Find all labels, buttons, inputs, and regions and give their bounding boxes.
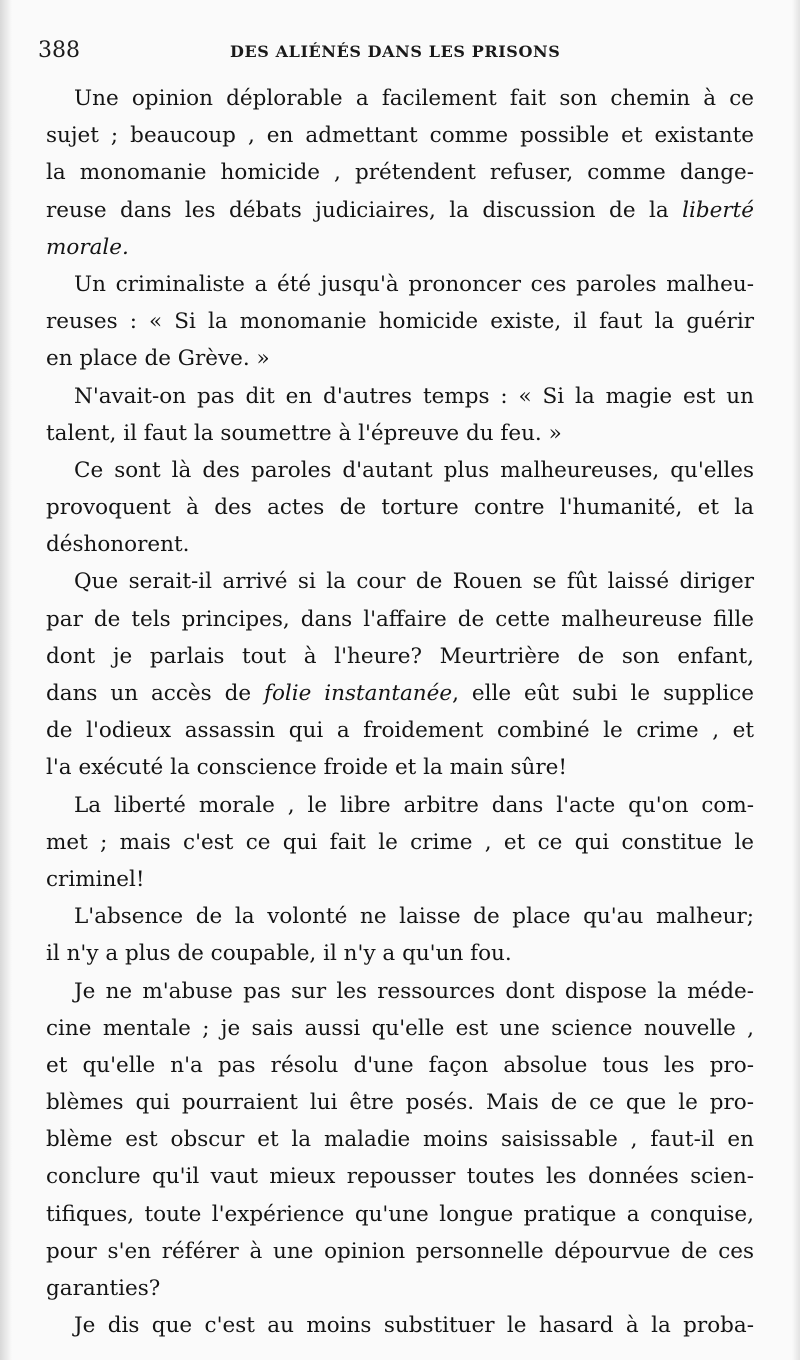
text-line: Que serait-il arrivé si la cour de Rouen se fût laissé diriger xyxy=(74,569,754,595)
text-fragment: reuse dans les débats judiciaires, la discussion de la xyxy=(46,197,669,223)
scan-edge-left xyxy=(0,0,12,1360)
text-line: Un criminaliste a été jusqu'à prononcer ces paroles malheu- xyxy=(74,271,754,297)
body-text xyxy=(46,80,754,1344)
text-line-with-italic xyxy=(46,675,754,712)
paragraph-3 xyxy=(46,378,754,452)
text-line: blèmes qui pourraient lui être posés. Mais de ce que le pro- xyxy=(46,1090,754,1116)
page-header xyxy=(38,34,758,66)
text-line: provoquent à des actes de torture contre l'humanité, et la xyxy=(46,495,754,521)
paragraph-4 xyxy=(46,452,754,564)
text-line: conclure qu'il vaut mieux repousser toutes les données scien- xyxy=(46,1164,754,1190)
text-line: Ce sont là des paroles d'autant plus malheureuses, qu'elles xyxy=(74,457,754,483)
text-line: blème est obscur et la maladie moins saisissable , faut-il en xyxy=(46,1127,754,1153)
text-line: criminel! xyxy=(46,866,145,892)
text-line: pour s'en référer à une opinion personnelle dépourvue de ces xyxy=(46,1238,754,1264)
text-line: Je ne m'abuse pas sur les ressources dont dispose la méde- xyxy=(74,978,754,1004)
text-line: déshonorent. xyxy=(46,532,190,558)
text-line: cine mentale ; je sais aussi qu'elle est une science nouvelle , xyxy=(46,1015,754,1041)
running-title: DES ALIÉNÉS DANS LES PRISONS xyxy=(230,42,561,61)
text-line: de l'odieux assassin qui a froidement combiné le crime , et xyxy=(46,718,754,744)
text-line: Je dis que c'est au moins substituer le hasard à la proba- xyxy=(74,1313,754,1339)
text-line: L'absence de la volonté ne laisse de place qu'au malheur; xyxy=(74,904,754,930)
paragraph-1 xyxy=(46,80,754,266)
text-line: met ; mais c'est ce qui fait le crime , et ce qui constitue le xyxy=(46,829,754,855)
text-line: tifiques, toute l'expérience qu'une longue pratique a conquise, xyxy=(46,1201,754,1227)
text-line: La liberté morale , le libre arbitre dans l'acte qu'on com- xyxy=(74,792,754,818)
page-number: 388 xyxy=(38,38,80,63)
text-fragment: dans un accès de xyxy=(46,681,252,706)
italic-phrase: liberté xyxy=(682,197,754,223)
text-line xyxy=(46,229,754,266)
text-line: la monomanie homicide , prétendent refuser, comme dange- xyxy=(46,160,754,186)
scan-edge-right xyxy=(792,0,800,1360)
text-line: dont je parlais tout à l'heure? Meurtrière de son enfant, xyxy=(46,643,754,669)
text-line: N'avait-on pas dit en d'autres temps : « Si la magie est un xyxy=(74,383,754,409)
text-line: talent, il faut la soumettre à l'épreuve du feu. » xyxy=(46,420,562,446)
text-line: en place de Grève. » xyxy=(46,346,270,372)
text-line-with-italic xyxy=(46,192,754,229)
text-line: il n'y a plus de coupable, il n'y a qu'un fou. xyxy=(46,941,512,967)
paragraph-9 xyxy=(46,1307,754,1344)
text-line: par de tels principes, dans l'affaire de cette malheureuse fille xyxy=(46,606,754,632)
text-line: Une opinion déplorable a facilement fait son chemin à ce xyxy=(74,86,754,111)
text-line: reuses : « Si la monomanie homicide existe, il faut la guérir xyxy=(46,309,754,335)
text-line: l'a exécuté la conscience froide et la main sûre! xyxy=(46,755,567,781)
paragraph-8 xyxy=(46,973,754,1308)
text-line: et qu'elle n'a pas résolu d'une façon absolue tous les pro- xyxy=(46,1052,754,1078)
text-line: sujet ; beaucoup , en admettant comme possible et existante xyxy=(46,123,754,149)
paragraph-5 xyxy=(46,563,754,786)
paragraph-6 xyxy=(46,787,754,899)
italic-phrase: morale. xyxy=(46,234,129,260)
text-fragment: , elle eût subi le supplice xyxy=(452,681,754,706)
text-line: garanties? xyxy=(46,1276,161,1301)
paragraph-7 xyxy=(46,898,754,972)
italic-phrase: folie instantanée xyxy=(263,681,453,706)
paragraph-2 xyxy=(46,266,754,378)
